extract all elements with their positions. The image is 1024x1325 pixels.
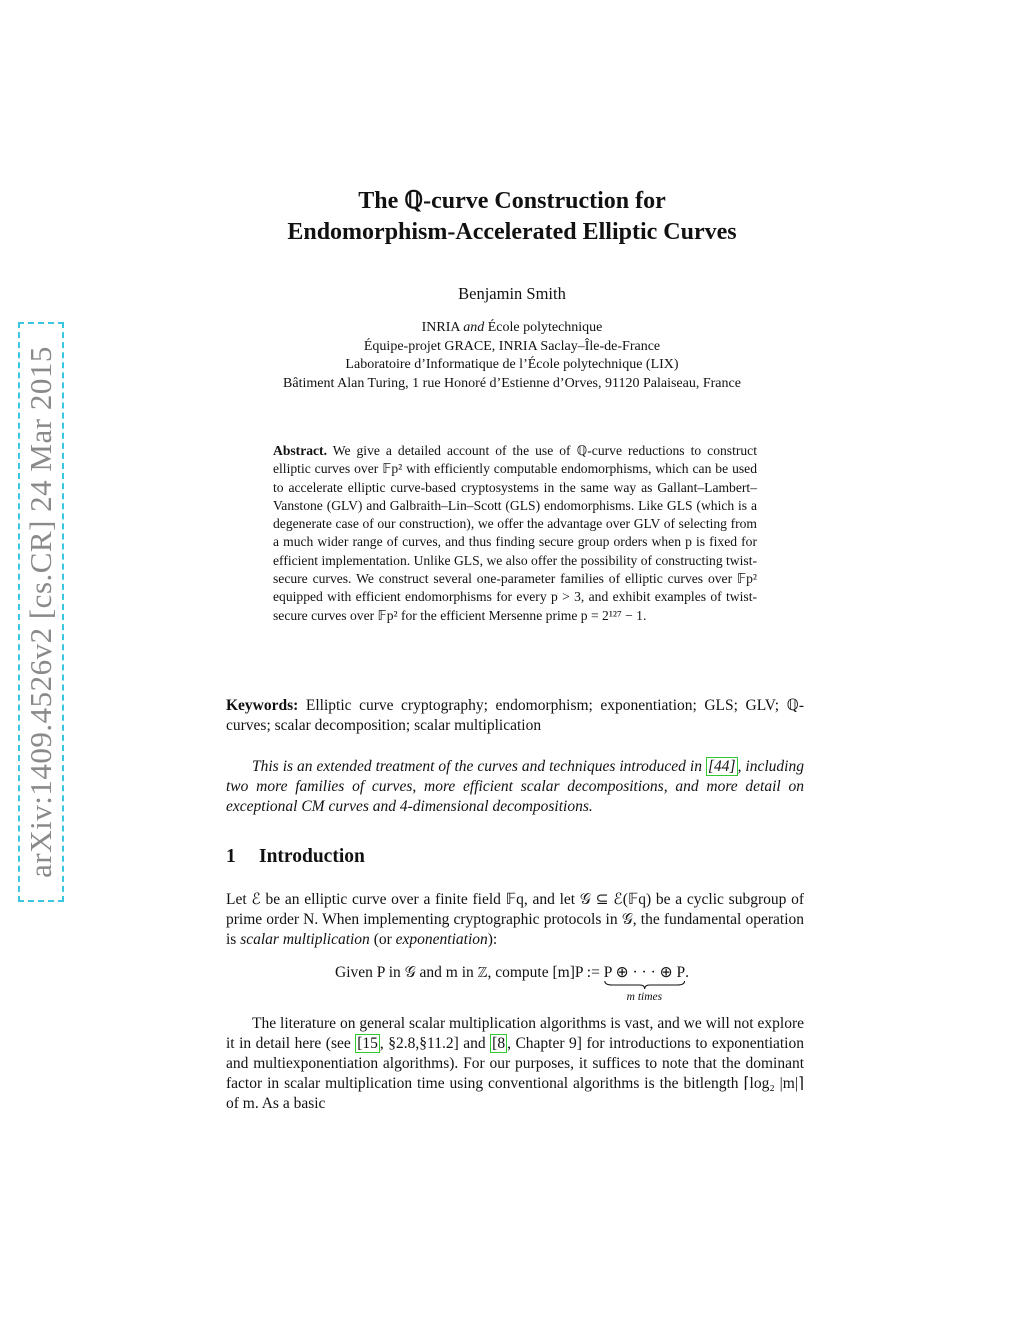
arxiv-identifier-text: arXiv:1409.4526v2 [cs.CR] 24 Mar 2015 (23, 346, 59, 878)
term-scalar-multiplication: scalar multiplication (240, 931, 370, 948)
equation-underbrace-group (603, 963, 686, 1003)
note-text-before: This is an extended treatment of the curves and techniques introduced in (252, 758, 706, 775)
equation-lead: Given P in 𝒢 and m in ℤ, compute [m]P := (335, 964, 604, 981)
paper-title (0, 186, 1024, 248)
citation-link-44[interactable]: [44] (707, 758, 736, 775)
p2-text-a: The literature on general scalar multiplication algorithms is vast, and we will not explore it in detail here (see (226, 1015, 804, 1052)
keywords-label: Keywords: (226, 697, 299, 714)
underbrace-label: m times (626, 991, 663, 1003)
term-exponentiation: exponentiation (395, 931, 488, 948)
p1-text-a: Let ℰ be an elliptic curve over a finite field 𝔽q, and let 𝒢 ⊆ ℰ(𝔽q) be a cyclic subgroup of prime order N. When implementing cryptographic protocols in 𝒢, the fundamental operation is (226, 891, 804, 948)
equation-tail: . (685, 964, 689, 981)
citation-link-15[interactable]: [15 (357, 1035, 378, 1052)
p1-text-b: (or (369, 931, 396, 948)
section-number: 1 (226, 846, 236, 867)
p2-text-b: , §2.8,§11.2] and (379, 1035, 491, 1052)
section-heading-introduction (226, 846, 365, 868)
keywords (226, 696, 804, 736)
abstract-text: We give a detailed account of the use of ℚ-curve reductions to construct elliptic curves over 𝔽p² with efficiently computable endomorphisms, which can be used to accelerate elliptic curve-based cryptosystems in the same way as Gallant–Lambert–Vanstone (GLV) and Galbraith–Lin–Scott (GLS) endomorphisms. Like GLS (which is a degenerate case of our construction), we offer the advantage over GLV of selecting from a much wider range of curves, and thus finding secure group orders when p is fixed for efficient implementation. Unlike GLS, we also offer the possibility of constructing twist-secure curves. We construct several one-parameter families of elliptic curves over 𝔽p² equipped with efficient endomorphisms for every p > 3, and exhibit examples of twist-secure curves over 𝔽p² for the efficient Mersenne prime p = 2¹²⁷ − 1. (273, 443, 757, 623)
arxiv-identifier-stamp (18, 322, 64, 902)
title-line-2: Endomorphism-Accelerated Elliptic Curves (287, 219, 737, 245)
affiliation-line-1 (0, 319, 1024, 338)
affiliation-polytechnique: École polytechnique (484, 320, 603, 335)
affiliation-line-2: Équipe-projet GRACE, INRIA Saclay–Île-de-France (363, 338, 661, 354)
affiliation-inria: INRIA (421, 320, 464, 335)
abstract (273, 442, 757, 625)
p1-text-c: ): (487, 931, 498, 948)
affiliation-line-3: Laboratoire d’Informatique de l’École polytechnique (LIX) (345, 357, 679, 372)
affiliation-and: and (463, 320, 485, 335)
extended-treatment-note (226, 757, 804, 817)
affiliation-line-4: Bâtiment Alan Turing, 1 rue Honoré d’Estienne d’Orves, 91120 Palaiseau, France (283, 375, 741, 391)
author-name: Benjamin Smith (458, 284, 566, 303)
note-text-after: , including two more families of curves, more efficient scalar decompositions, and more detail on exceptional CM curves and 4-dimensional decompositions. (226, 758, 804, 815)
display-equation (0, 963, 1024, 1003)
affiliation-block (0, 319, 1024, 393)
equation-sum: P ⊕ · · · ⊕ P (603, 964, 686, 981)
p2-text-c: , Chapter 9] for introductions to exponentiation and multiexponentiation algorithms). For our purposes, it suffices to note that the dominant factor in scalar multiplication time using conventional algorithms is the bitlength ⌈log₂ |m|⌉ of m. As a basic (226, 1035, 804, 1112)
citation-link-8[interactable]: [8 (492, 1035, 506, 1052)
keywords-text: Elliptic curve cryptography; endomorphism; exponentiation; GLS; GLV; ℚ-curves; scalar decomposition; scalar multiplication (226, 697, 805, 734)
title-line-1: The ℚ-curve Construction for (358, 188, 666, 214)
section-title: Introduction (259, 846, 365, 867)
abstract-label: Abstract. (273, 443, 327, 458)
underbrace-icon (604, 980, 685, 990)
intro-paragraph-1 (226, 890, 804, 950)
intro-paragraph-2 (226, 1014, 804, 1114)
